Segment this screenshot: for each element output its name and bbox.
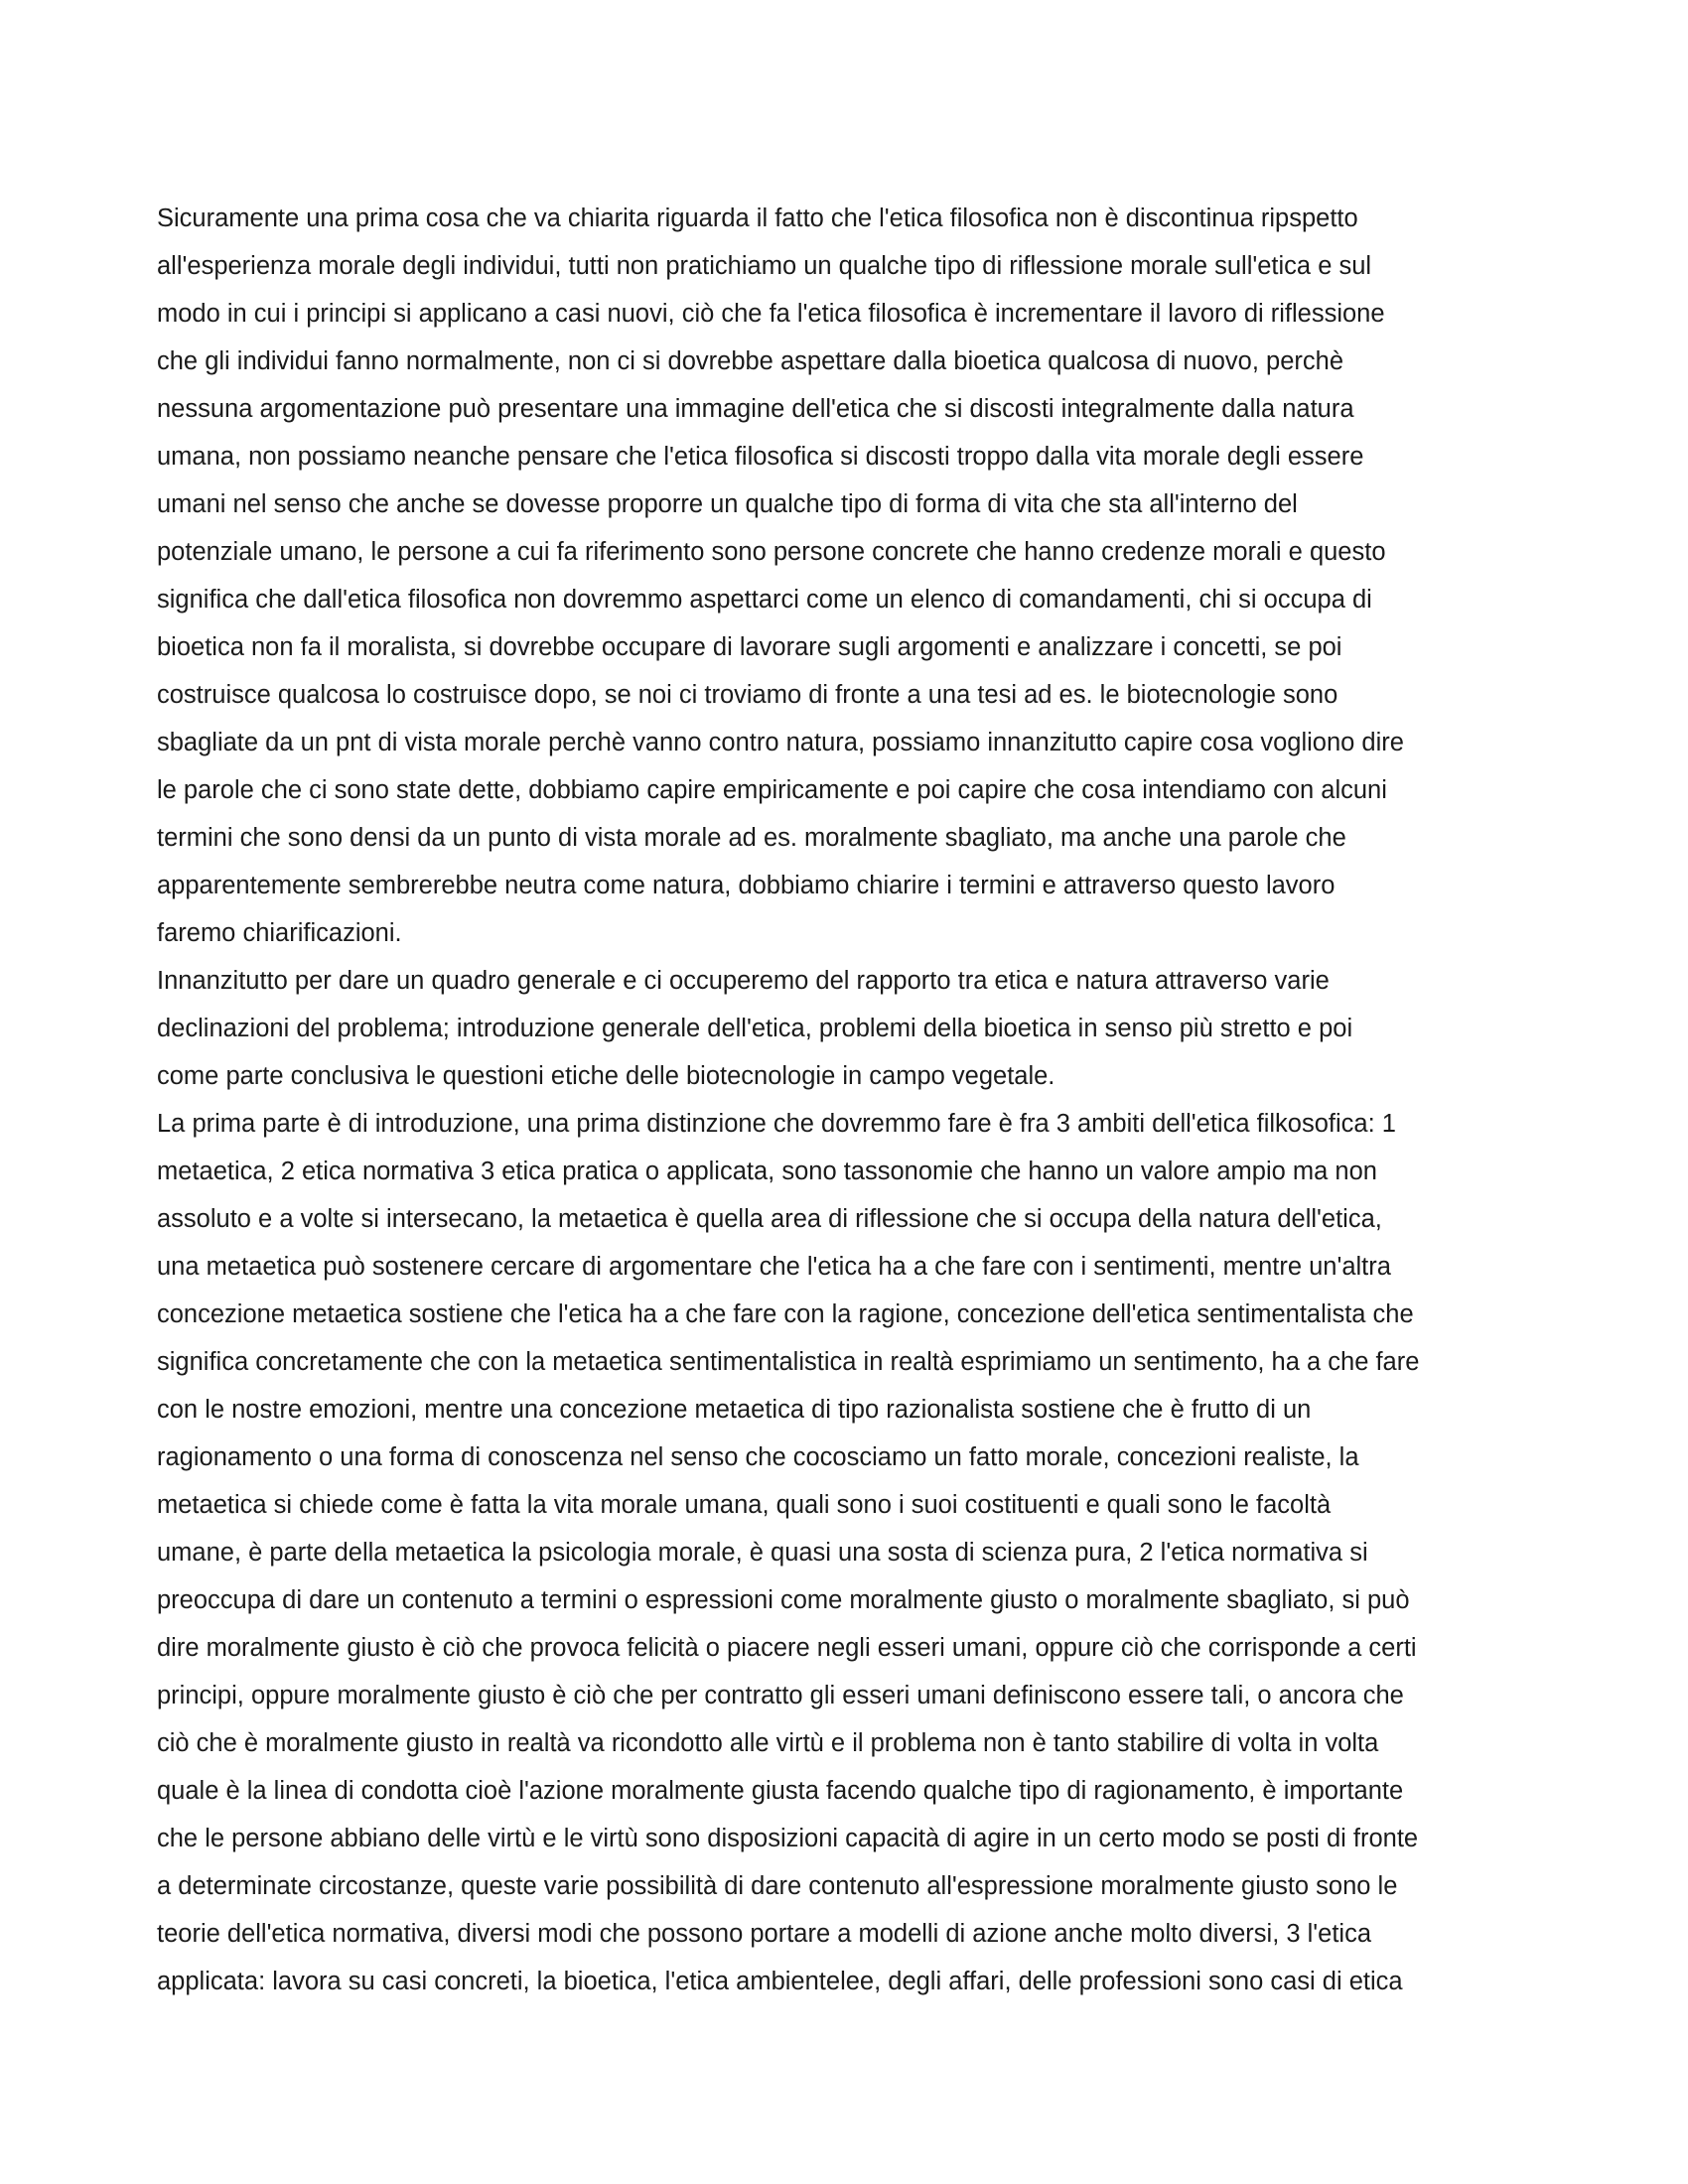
text-line: a determinate circostanze, queste varie possibilità di dare contenuto all'espressione moralmente giusto sono le xyxy=(157,1872,1398,1900)
text-line: significa concretamente che con la metaetica sentimentalistica in realtà esprimiamo un sentimento, ha a che fare xyxy=(157,1348,1420,1376)
text-line: concezione metaetica sostiene che l'etica ha a che fare con la ragione, concezione dell'etica sentimentalista che xyxy=(157,1300,1414,1328)
text-line: sbagliate da un pnt di vista morale perchè vanno contro natura, possiamo innanzitutto capire cosa vogliono dire xyxy=(157,729,1404,756)
text-line: termini che sono densi da un punto di vista morale ad es. moralmente sbagliato, ma anche una parole che xyxy=(157,824,1346,852)
text-line: costruisce qualcosa lo costruisce dopo, se noi ci troviamo di fronte a una tesi ad es. le biotecnologie sono xyxy=(157,681,1338,709)
text-line: dire moralmente giusto è ciò che provoca felicità o piacere negli esseri umani, oppure ciò che corrisponde a certi xyxy=(157,1634,1417,1662)
text-line: all'esperienza morale degli individui, tutti non pratichiamo un qualche tipo di riflessione morale sull'etica e sul xyxy=(157,252,1372,280)
text-line: metaetica si chiede come è fatta la vita morale umana, quali sono i suoi costituenti e quali sono le facoltà xyxy=(157,1491,1332,1519)
text-line: ciò che è moralmente giusto in realtà va ricondotto alle virtù e il problema non è tanto stabilire di volta in volta xyxy=(157,1729,1379,1757)
text-line: una metaetica può sostenere cercare di argomentare che l'etica ha a che fare con i sentimenti, mentre un'altra xyxy=(157,1253,1391,1281)
text-line: con le nostre emozioni, mentre una concezione metaetica di tipo razionalista sostiene che è frutto di un xyxy=(157,1396,1312,1424)
text-line: quale è la linea di condotta cioè l'azione moralmente giusta facendo qualche tipo di ragionamento, è importante xyxy=(157,1777,1404,1805)
text-line: come parte conclusiva le questioni etiche delle biotecnologie in campo vegetale. xyxy=(157,1062,1055,1090)
paragraph xyxy=(157,957,1547,1100)
text-line: Innanzitutto per dare un quadro generale e ci occuperemo del rapporto tra etica e natura attraverso varie xyxy=(157,967,1330,995)
text-line: umani nel senso che anche se dovesse proporre un qualche tipo di forma di vita che sta all'interno del xyxy=(157,490,1298,518)
text-line: che le persone abbiano delle virtù e le virtù sono disposizioni capacità di agire in un certo modo se posti di fronte xyxy=(157,1825,1419,1852)
text-line: metaetica, 2 etica normativa 3 etica pratica o applicata, sono tassonomie che hanno un valore ampio ma non xyxy=(157,1158,1377,1185)
text-line: potenziale umano, le persone a cui fa riferimento sono persone concrete che hanno credenze morali e questo xyxy=(157,538,1386,566)
text-line: declinazioni del problema; introduzione generale dell'etica, problemi della bioetica in senso più stretto e poi xyxy=(157,1015,1353,1042)
paragraph xyxy=(157,1100,1547,2005)
text-line: faremo chiarificazioni. xyxy=(157,919,402,947)
text-line: le parole che ci sono state dette, dobbiamo capire empiricamente e poi capire che cosa intendiamo con alcuni xyxy=(157,776,1387,804)
text-line: bioetica non fa il moralista, si dovrebbe occupare di lavorare sugli argomenti e analizzare i concetti, se poi xyxy=(157,633,1342,661)
text-line: che gli individui fanno normalmente, non ci si dovrebbe aspettare dalla bioetica qualcosa di nuovo, perchè xyxy=(157,347,1344,375)
paragraph xyxy=(157,195,1547,957)
text-line: umane, è parte della metaetica la psicologia morale, è quasi una sosta di scienza pura, 2 l'etica normativa si xyxy=(157,1539,1368,1567)
text-line: significa che dall'etica filosofica non dovremmo aspettarci come un elenco di comandamenti, chi si occupa di xyxy=(157,586,1372,614)
text-line: nessuna argomentazione può presentare una immagine dell'etica che si discosti integralmente dalla natura xyxy=(157,395,1354,423)
text-line: applicata: lavora su casi concreti, la bioetica, l'etica ambientelee, degli affari, delle professioni sono casi di etica xyxy=(157,1968,1403,1995)
text-line: apparentemente sembrerebbe neutra come natura, dobbiamo chiarire i termini e attraverso questo lavoro xyxy=(157,872,1336,899)
text-line: Sicuramente una prima cosa che va chiarita riguarda il fatto che l'etica filosofica non è discontinua ripspetto xyxy=(157,205,1358,232)
text-line: modo in cui i principi si applicano a casi nuovi, ciò che fa l'etica filosofica è incrementare il lavoro di riflessione xyxy=(157,300,1385,328)
text-line: La prima parte è di introduzione, una prima distinzione che dovremmo fare è fra 3 ambiti dell'etica filkosofica: 1 xyxy=(157,1110,1396,1138)
text-line: assoluto e a volte si intersecano, la metaetica è quella area di riflessione che si occupa della natura dell'etica, xyxy=(157,1205,1382,1233)
text-line: teorie dell'etica normativa, diversi modi che possono portare a modelli di azione anche molto diversi, 3 l'etica xyxy=(157,1920,1372,1948)
text-line: preoccupa di dare un contenuto a termini o espressioni come moralmente giusto o moralmente sbagliato, si può xyxy=(157,1586,1410,1614)
text-line: umana, non possiamo neanche pensare che l'etica filosofica si discosti troppo dalla vita morale degli essere xyxy=(157,443,1364,471)
text-line: ragionamento o una forma di conoscenza nel senso che cocosciamo un fatto morale, concezioni realiste, la xyxy=(157,1443,1359,1471)
body-text xyxy=(157,195,1547,2005)
text-line: principi, oppure moralmente giusto è ciò che per contratto gli esseri umani definiscono essere tali, o ancora che xyxy=(157,1682,1404,1709)
